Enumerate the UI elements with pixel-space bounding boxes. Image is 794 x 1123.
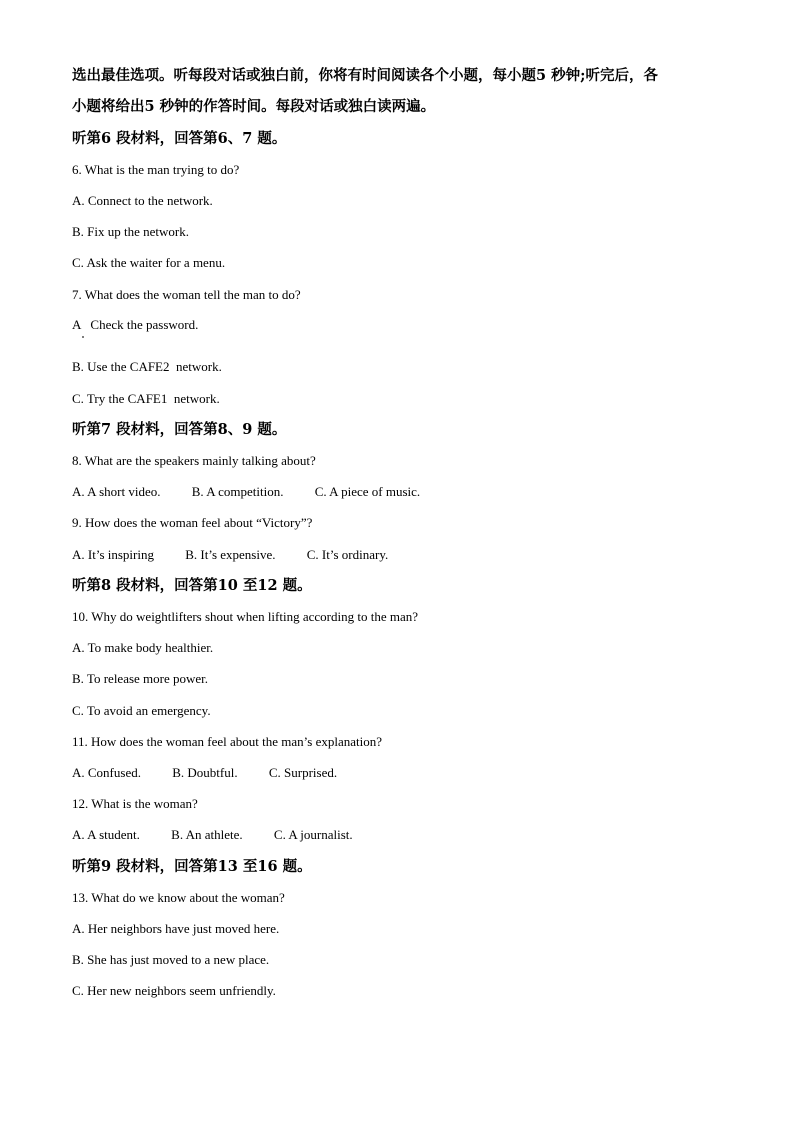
option-a: A. To make body healthier. xyxy=(72,640,214,655)
option-c: C. To avoid an emergency. xyxy=(72,703,211,718)
option-a: A Check the password. xyxy=(72,317,199,332)
stray-dot xyxy=(82,336,84,338)
options-row xyxy=(72,484,420,500)
option-a: A. A student. xyxy=(72,827,140,842)
instructions-line-1: 选出最佳选项。听每段对话或独白前，你将有时间阅读各个小题，每小题5 秒钟;听完后，各 xyxy=(72,67,658,84)
option-b: B. It’s expensive. xyxy=(185,547,276,562)
section-heading: 听第7 段材料，回答第8、9 题。 xyxy=(72,421,287,438)
option-b: B. To release more power. xyxy=(72,671,209,686)
option-c: C. Try the CAFE1 network. xyxy=(72,391,220,406)
option-b: B. A competition. xyxy=(191,484,284,499)
question-stem: 6. What is the man trying to do? xyxy=(72,162,240,177)
option-b: B. An athlete. xyxy=(171,827,243,842)
question-stem: 7. What does the woman tell the man to do? xyxy=(72,287,301,302)
option-c: C. A piece of music. xyxy=(314,484,421,499)
option-c: C. Her new neighbors seem unfriendly. xyxy=(72,983,276,998)
question-stem: 12. What is the woman? xyxy=(72,796,198,811)
section-heading: 听第6 段材料，回答第6、7 题。 xyxy=(72,130,287,147)
section-heading: 听第9 段材料，回答第13 至16 题。 xyxy=(72,858,312,875)
option-b: B. Fix up the network. xyxy=(72,224,189,239)
option-a: A. Her neighbors have just moved here. xyxy=(72,921,280,936)
option-a: A. Confused. xyxy=(72,765,141,780)
question-stem: 8. What are the speakers mainly talking about? xyxy=(72,453,316,468)
option-c: C. Ask the waiter for a menu. xyxy=(72,255,226,270)
options-row xyxy=(72,765,337,781)
question-stem: 11. How does the woman feel about the man’s explanation? xyxy=(72,734,382,749)
option-a: A. Connect to the network. xyxy=(72,193,213,208)
options-row xyxy=(72,547,388,563)
options-row xyxy=(72,827,353,843)
option-c: C. Surprised. xyxy=(268,765,338,780)
option-c: C. It’s ordinary. xyxy=(306,547,389,562)
question-stem: 13. What do we know about the woman? xyxy=(72,890,285,905)
question-stem: 9. How does the woman feel about “Victory”? xyxy=(72,515,313,530)
option-c: C. A journalist. xyxy=(273,827,353,842)
option-b: B. Use the CAFE2 network. xyxy=(72,359,222,374)
section-heading: 听第8 段材料，回答第10 至12 题。 xyxy=(72,577,312,594)
option-b: B. Doubtful. xyxy=(172,765,238,780)
question-stem: 10. Why do weightlifters shout when lifting according to the man? xyxy=(72,609,418,624)
instructions-line-2: 小题将给出5 秒钟的作答时间。每段对话或独白读两遍。 xyxy=(72,98,436,115)
option-a: A. It’s inspiring xyxy=(72,547,154,562)
option-b: B. She has just moved to a new place. xyxy=(72,952,270,967)
option-a: A. A short video. xyxy=(72,484,161,499)
